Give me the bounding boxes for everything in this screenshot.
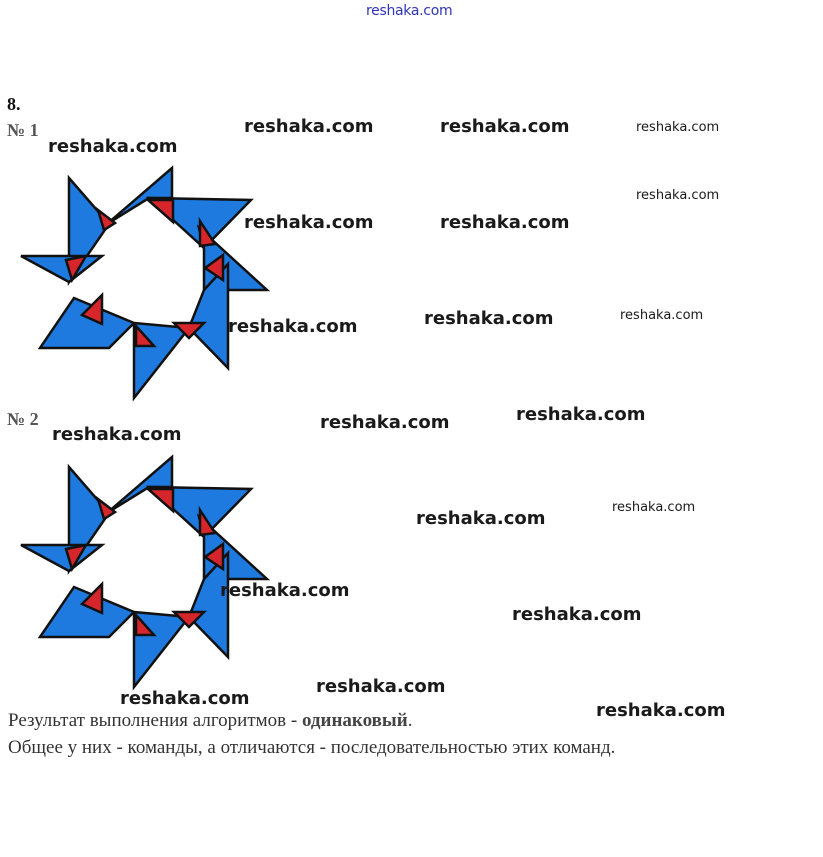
conclusion-text [8,707,615,761]
site-link[interactable]: reshaka.com [366,3,453,19]
watermark: reshaka.com [596,700,726,721]
watermark: reshaka.com [516,404,646,425]
line1-bold: одинаковый [301,710,408,731]
watermark: reshaka.com [120,688,250,709]
star-shape-2 [21,457,267,687]
watermark: reshaka.com [416,508,546,529]
watermark: reshaka.com [512,604,642,625]
watermark: reshaka.com [52,424,182,445]
conclusion-line-1 [8,707,615,734]
subtask-2-label: № 2 [7,409,39,429]
star-shape-1 [21,168,267,398]
watermark: reshaka.com [440,212,570,233]
watermark: reshaka.com [636,120,720,135]
star-figure-1 [14,148,276,403]
task-number: 8. [7,94,21,114]
watermark: reshaka.com [424,308,554,329]
watermark: reshaka.com [316,676,446,697]
watermark: reshaka.com [244,116,374,137]
watermark: reshaka.com [612,500,696,515]
line1-suffix: . [407,710,413,731]
watermark: reshaka.com [620,308,704,323]
watermark: reshaka.com [636,188,720,203]
watermark: reshaka.com [440,116,570,137]
star-figure-2 [14,437,276,692]
line1-prefix: Результат выполнения алгоритмов - [8,710,302,731]
subtask-1-label: № 1 [7,120,39,140]
watermark: reshaka.com [48,136,178,157]
watermark: reshaka.com [220,580,350,601]
watermark: reshaka.com [228,316,358,337]
watermark: reshaka.com [320,412,450,433]
conclusion-line-2: Общее у них - команды, а отличаются - последовательностью этих команд. [8,737,616,758]
watermark: reshaka.com [244,212,374,233]
